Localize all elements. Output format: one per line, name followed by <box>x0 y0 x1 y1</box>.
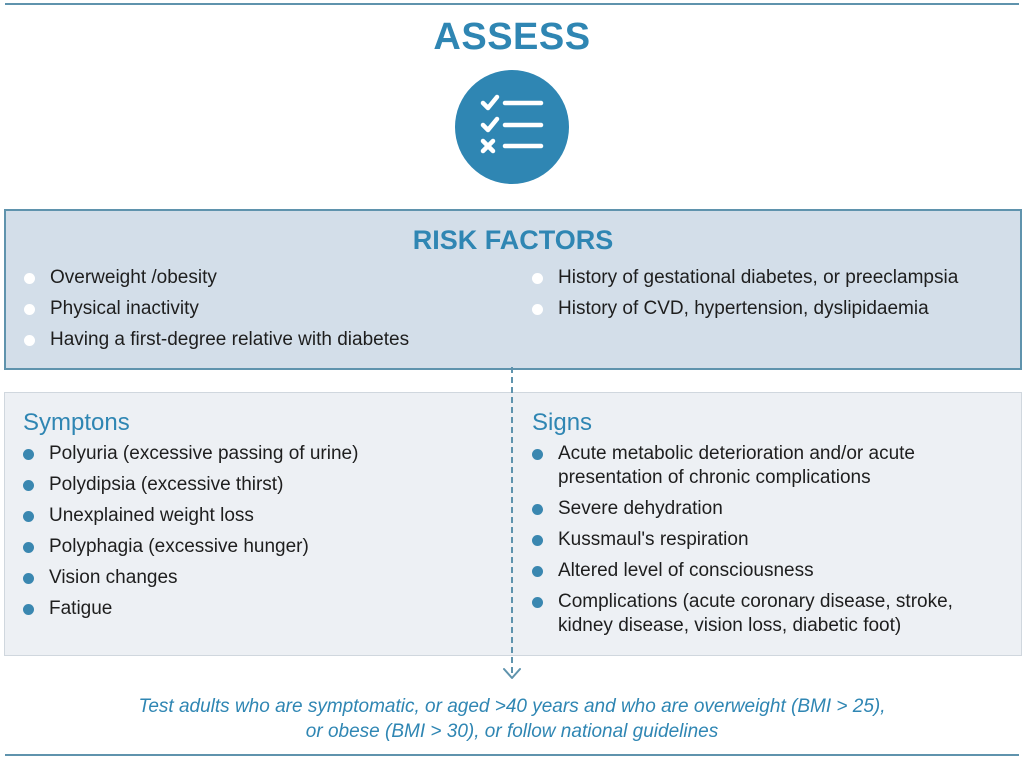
list-item: Polyphagia (excessive hunger) <box>23 535 503 559</box>
bullet-icon <box>532 273 543 284</box>
testing-guidance-note <box>0 694 1024 744</box>
symptoms-signs-panel <box>4 392 1022 656</box>
list-item: Kussmaul's respiration <box>532 528 1002 552</box>
list-item: History of CVD, hypertension, dyslipidaemia <box>532 297 1012 321</box>
bullet-icon <box>23 573 34 584</box>
top-divider <box>5 3 1019 5</box>
bullet-icon <box>23 449 34 460</box>
list-item: Acute metabolic deterioration and/or acute presentation of chronic complications <box>532 442 1002 490</box>
chevron-down-icon <box>502 666 522 687</box>
bullet-icon <box>24 304 35 315</box>
dashed-connector <box>511 367 513 673</box>
list-item: Vision changes <box>23 566 503 590</box>
bullet-icon <box>24 273 35 284</box>
bottom-divider <box>5 754 1019 756</box>
footer-line-2: or obese (BMI > 30), or follow national guidelines <box>305 721 719 742</box>
risk-factors-right-list <box>532 266 1012 328</box>
signs-list <box>532 442 1002 645</box>
list-item: Unexplained weight loss <box>23 504 503 528</box>
list-item: History of gestational diabetes, or preeclampsia <box>532 266 1012 290</box>
risk-factors-title: RISK FACTORS <box>412 225 614 255</box>
list-item: Polydipsia (excessive thirst) <box>23 473 503 497</box>
page-title: ASSESS <box>433 16 591 58</box>
bullet-icon <box>23 542 34 553</box>
bullet-icon <box>23 480 34 491</box>
list-item: Physical inactivity <box>24 297 504 321</box>
bullet-icon <box>23 604 34 615</box>
list-item: Polyuria (excessive passing of urine) <box>23 442 503 466</box>
bullet-icon <box>24 335 35 346</box>
bullet-icon <box>532 449 543 460</box>
list-item: Having a first-degree relative with diabetes <box>24 328 504 352</box>
risk-factors-panel <box>4 209 1022 370</box>
footer-line-1: Test adults who are symptomatic, or aged >40 years and who are overweight (BMI > 25), <box>138 696 886 717</box>
bullet-icon <box>532 504 543 515</box>
list-item: Fatigue <box>23 597 503 621</box>
risk-factors-left-list <box>24 266 504 359</box>
list-item: Overweight /obesity <box>24 266 504 290</box>
checklist-icon <box>455 70 569 184</box>
list-item: Severe dehydration <box>532 497 1002 521</box>
bullet-icon <box>532 566 543 577</box>
bullet-icon <box>532 597 543 608</box>
bullet-icon <box>532 535 543 546</box>
symptoms-list <box>23 442 503 628</box>
list-item: Complications (acute coronary disease, stroke, kidney disease, vision loss, diabetic foot) <box>532 590 1002 638</box>
signs-title: Signs <box>532 409 593 436</box>
symptoms-title: Symptons <box>23 409 130 436</box>
list-item: Altered level of consciousness <box>532 559 1002 583</box>
bullet-icon <box>532 304 543 315</box>
bullet-icon <box>23 511 34 522</box>
